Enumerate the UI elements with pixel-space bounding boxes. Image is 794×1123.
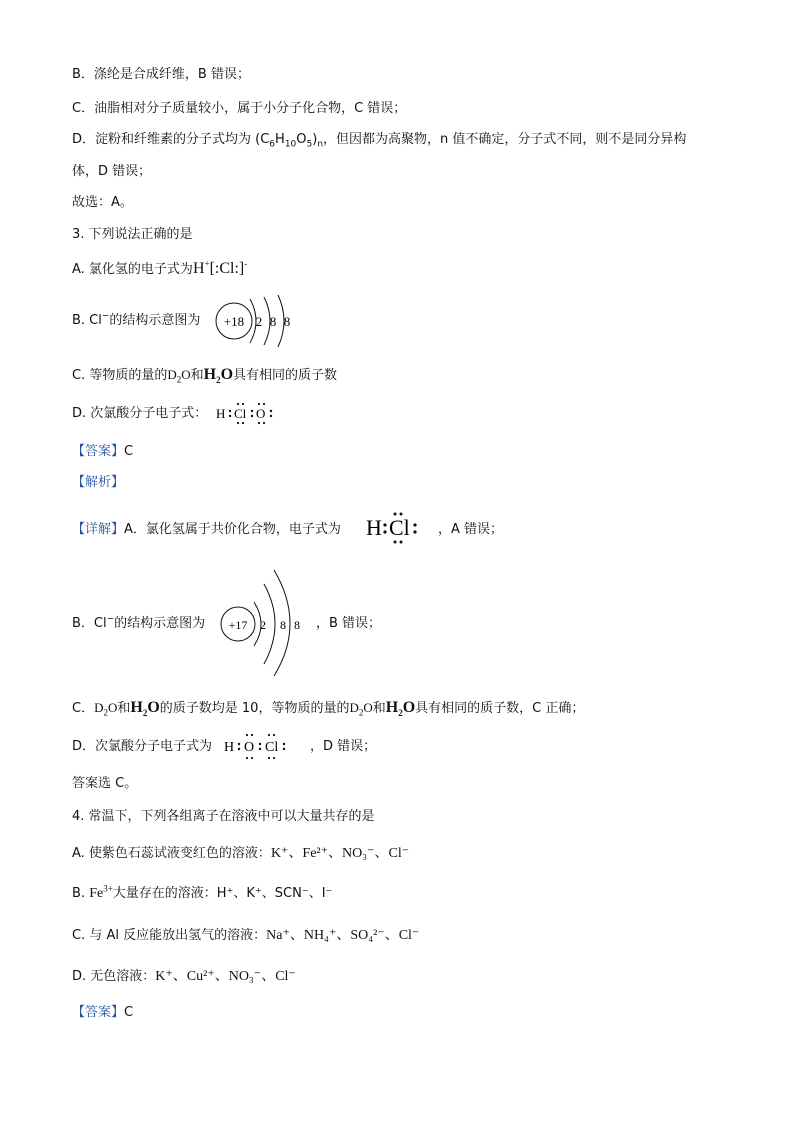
symbol: Cl <box>265 740 279 755</box>
option-text: D. 无色溶液： <box>72 969 156 984</box>
shell-electrons: 8 <box>280 618 286 632</box>
option-text: 的结构示意图为 <box>109 313 201 328</box>
detail-a-post: ，A 错误； <box>438 522 504 537</box>
cl-ion-structure-diagram-17 <box>216 568 312 678</box>
superscript: + <box>204 258 210 269</box>
q3-option-a <box>72 260 247 279</box>
q3-option-d <box>72 405 207 423</box>
symbol: Cl <box>389 515 410 540</box>
formula-d2o <box>167 367 191 385</box>
formula-h2o <box>385 699 416 719</box>
superscript: − <box>106 614 115 625</box>
option-text: B. Cl <box>72 313 102 328</box>
nucleus-charge: +18 <box>223 314 245 329</box>
shell-electrons: 8 <box>269 314 277 329</box>
q3-detail-b <box>72 615 205 633</box>
text-line <box>72 131 686 149</box>
formula-fe <box>89 883 113 901</box>
hcl-ionic-formula <box>193 260 247 277</box>
symbol: H <box>385 699 399 716</box>
symbol: O <box>181 367 191 382</box>
bracket: [ <box>209 260 215 277</box>
text-line: B．涤纶是合成纤维，B 错误； <box>72 67 250 82</box>
hclo-electron-formula <box>214 401 284 427</box>
shell-electrons: 2 <box>255 314 263 329</box>
q4-answer <box>72 1004 133 1022</box>
symbol: H <box>366 515 382 540</box>
subscript: 2 <box>216 375 221 386</box>
symbol: O <box>107 700 118 715</box>
subscript: 2 <box>358 707 364 718</box>
symbol: H <box>216 406 226 421</box>
q3-detail-d <box>72 738 212 756</box>
symbol: O <box>220 366 234 383</box>
q3-option-c <box>72 366 337 385</box>
detail-text: 和 <box>372 701 386 716</box>
q3-detail-a <box>72 521 341 539</box>
subscript: 2 <box>176 374 182 385</box>
detail-text: 和 <box>117 701 131 716</box>
subscript: 2 <box>398 708 403 719</box>
ion-list: K⁺、Fe²⁺、NO₃⁻、Cl⁻ <box>270 846 410 861</box>
superscript: 3+ <box>103 883 113 894</box>
analysis-tag: 【解析】 <box>72 475 125 490</box>
symbol: O <box>363 700 373 715</box>
shell-electrons: 8 <box>283 314 291 329</box>
symbol: O <box>402 699 416 716</box>
formula-d2o <box>94 700 118 718</box>
text-fragment: O <box>296 132 307 147</box>
subscript: 6 <box>269 139 276 150</box>
symbol: D <box>167 367 177 382</box>
q3-option-b <box>72 312 200 330</box>
formula-d2o <box>349 700 373 718</box>
symbol: O <box>147 699 160 716</box>
q3-analysis-tag <box>72 474 124 492</box>
option-text: 大量存在的溶液：H⁺、K⁺、SCN⁻、I⁻ <box>112 886 333 901</box>
q4-option-d <box>72 968 296 986</box>
q3-detail-c <box>72 699 584 718</box>
bracket: ] <box>238 260 245 277</box>
answer-value: C <box>124 444 134 459</box>
detail-b-post: ，B 错误； <box>316 616 382 631</box>
option-text: B. <box>72 886 90 901</box>
cl-ion-structure-diagram-18 <box>212 294 302 350</box>
option-text: A. 使紫色石蕊试液变红色的溶液： <box>72 846 271 861</box>
symbol: O <box>256 406 266 421</box>
q3-answer <box>72 443 133 461</box>
detail-d-post: ，D 错误； <box>310 739 377 754</box>
nucleus-charge: +17 <box>228 618 248 632</box>
symbol: :Cl: <box>214 260 239 277</box>
text-fragment: ) <box>312 132 318 147</box>
symbol: H <box>192 260 205 277</box>
subscript: 5 <box>306 139 313 150</box>
subscript: 2 <box>103 707 108 718</box>
option-text: 具有相同的质子数 <box>233 368 338 383</box>
symbol: Fe <box>89 886 104 901</box>
symbol: H <box>203 366 217 383</box>
detail-text: B．Cl <box>72 616 107 631</box>
detail-text: 的质子数均是 10，等物质的量的 <box>159 701 350 716</box>
option-text: A. 氯化氢的电子式为 <box>72 262 193 277</box>
q4-option-a <box>72 845 409 863</box>
option-text: D. 次氯酸分子电子式： <box>72 406 208 421</box>
detail-text: D．次氯酸分子电子式为 <box>72 739 213 754</box>
detail-text: A．氯化氢属于共价化合物，电子式为 <box>124 522 341 537</box>
subscript: 10 <box>284 139 297 150</box>
hcl-covalent-formula <box>364 510 424 546</box>
formula-h2o <box>130 699 160 719</box>
shell-electrons: 8 <box>294 618 300 632</box>
text-line: C．油脂相对分子质量较小，属于小分子化合物，C 错误； <box>72 101 407 116</box>
shell-electrons: 2 <box>260 618 266 632</box>
detail-tag: 【详解】 <box>72 522 125 537</box>
q4-option-c <box>72 927 419 945</box>
question-4-stem: 4. 常温下，下列各组离子在溶液中可以大量共存的是 <box>72 809 375 824</box>
symbol: D <box>349 700 359 715</box>
formula-h2o <box>203 366 234 386</box>
ion-list: K⁺、Cu²⁺、NO₃⁻、Cl⁻ <box>155 969 296 984</box>
option-text: C. 与 Al 反应能放出氢气的溶液： <box>72 928 267 943</box>
option-text: 和 <box>190 368 204 383</box>
answer-tag: 【答案】 <box>72 444 125 459</box>
question-3-stem: 3. 下列说法正确的是 <box>72 227 193 242</box>
answer-tag: 【答案】 <box>72 1005 125 1020</box>
symbol: Cl <box>234 406 247 421</box>
detail-text: 具有相同的质子数，C 正确； <box>415 701 585 716</box>
superscript: − <box>101 311 110 322</box>
symbol: H <box>224 740 235 755</box>
text-line: 故选：A。 <box>72 195 133 210</box>
detail-text: 的结构示意图为 <box>114 616 206 631</box>
q3-conclusion: 答案选 C。 <box>72 776 138 791</box>
ion-list: Na⁺、NH₄⁺、SO₄²⁻、Cl⁻ <box>266 928 420 943</box>
subscript: 2 <box>142 708 148 719</box>
text-fragment: ，但因都为高聚物，n 值不确定，分子式不同，则不是同分异构 <box>323 132 687 147</box>
text-fragment: H <box>275 132 285 147</box>
text-line: 体，D 错误； <box>72 164 152 179</box>
answer-value: C <box>124 1005 134 1020</box>
option-text: C. 等物质的量的 <box>72 368 168 383</box>
symbol: D <box>94 700 104 715</box>
subscript: n <box>317 139 324 150</box>
text-fragment: D．淀粉和纤维素的分子式均为 (C <box>72 132 270 147</box>
superscript: - <box>244 258 248 269</box>
detail-text: C． <box>72 701 95 716</box>
symbol: H <box>130 699 143 716</box>
q4-option-b <box>72 885 332 903</box>
symbol: O <box>244 740 255 755</box>
hclo-correct-electron-formula <box>222 732 298 762</box>
